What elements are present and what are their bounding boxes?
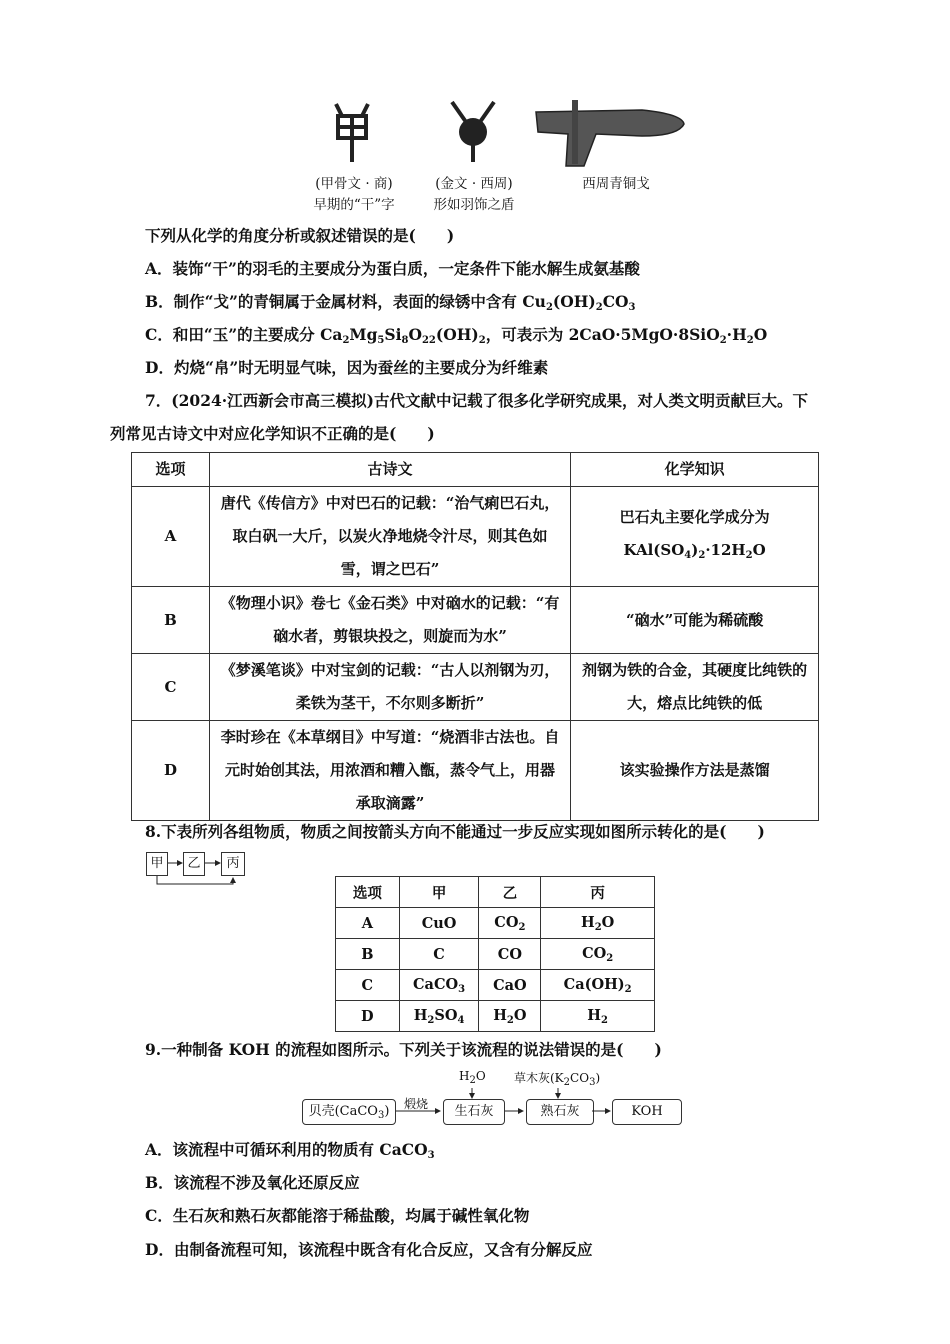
figure-caption-3: 西周青铜戈: [582, 176, 650, 192]
q7-row-a-knowledge: 巴石丸主要化学成分为 $KAl(SO_4)_2\cdot 12H_2O$: [571, 487, 819, 587]
q7-row-d-poem: 李时珍在《本草纲目》中写道：“烧酒非古法也。自元时始创其法，用浓酒和糟入甑，蒸令气上，用器承取滴露”: [209, 721, 570, 821]
q8-row-d-yi: $H_2O$: [479, 1001, 541, 1032]
q8-row-b-jia: C: [399, 939, 479, 970]
q7-row-c-poem: 《梦溪笔谈》中对宝剑的记载：“古人以剂钢为刃，柔铁为茎干，不尔则多断折”: [209, 654, 570, 721]
diagram-box-yi: 乙: [183, 852, 205, 876]
figure-caption-2a: (金文 · 西周): [435, 176, 513, 192]
q8-row-d-jia: $H_2SO_4$: [399, 1001, 479, 1032]
q9-option-d: D．由制备流程可知，该流程中既含有化合反应，又含有分解反应: [145, 1240, 593, 1259]
q7-stem-line2: 列常见古诗文中对应化学知识不正确的是( ): [110, 424, 435, 443]
q8-row-b-yi: CO: [479, 939, 541, 970]
q8-header-option: 选项: [336, 877, 400, 908]
q8-row-a-option: A: [336, 908, 400, 939]
q7-row-c-option: C: [132, 654, 210, 721]
q6-option-b: B．制作“戈”的青铜属于金属材料，表面的绿锈中含有 $Cu_2(OH)_2CO_3$: [145, 292, 636, 313]
q9-option-c: C．生石灰和熟石灰都能溶于稀盐酸，均属于碱性氧化物: [145, 1206, 530, 1225]
q7-header-knowledge: 化学知识: [571, 453, 819, 487]
q8-row-c-yi: CaO: [479, 970, 541, 1001]
flow-calcine-label: 煅烧: [404, 1097, 429, 1111]
q8-row-a-yi: $CO_2$: [479, 908, 541, 939]
q6-option-d: D．灼烧“帛”时无明显气味，因为蚕丝的主要成分为纤维素: [145, 358, 549, 377]
q8-row-d-option: D: [336, 1001, 400, 1032]
q7-stem-line1: 7．(2024·江西新会市高三模拟)古代文献中记载了很多化学研究成果，对人类文明贡献巨大。下: [145, 391, 808, 410]
q7-row-a-option: A: [132, 487, 210, 587]
bronze-gan-shield-image: [446, 100, 500, 166]
q8-row-d-bing: $H_2$: [541, 1001, 655, 1032]
q7-header-option: 选项: [132, 453, 210, 487]
flow-box-quicklime: 生石灰: [443, 1099, 505, 1125]
q8-row-a-bing: $H_2O$: [541, 908, 655, 939]
q8-header-yi: 乙: [479, 877, 541, 908]
q7-row-d-option: D: [132, 721, 210, 821]
figure-caption-2b: 形如羽饰之盾: [433, 197, 515, 213]
diagram-box-jia: 甲: [146, 852, 168, 876]
q9-stem: 9.一种制备 KOH 的流程如图所示。下列关于该流程的说法错误的是( ): [145, 1040, 662, 1059]
q8-row-b-option: B: [336, 939, 400, 970]
flow-add-plant-ash: 草木灰$(K_2CO_3)$: [514, 1071, 601, 1088]
q7-row-b-option: B: [132, 587, 210, 654]
q6-option-a: A．装饰“干”的羽毛的主要成分为蛋白质，一定条件下能水解生成氨基酸: [145, 259, 640, 278]
kal-so4-formula: $KAl(SO_4)_2\cdot 12H_2O$: [623, 541, 766, 561]
flow-box-slaked-lime: 熟石灰: [526, 1099, 594, 1125]
flow-box-koh: KOH: [612, 1099, 682, 1125]
diagram-arrows: [140, 850, 250, 890]
q6-option-c: C．和田“玉”的主要成分 $Ca_2Mg_5Si_8O_{22}(OH)_2$，可表示为 $2CaO\cdot 5MgO\cdot 8SiO_2\cdot H_2O$: [145, 325, 768, 346]
flow-add-water: $H_2O$: [459, 1069, 486, 1086]
q8-row-a-jia: CuO: [399, 908, 479, 939]
q8-table: [335, 876, 655, 1032]
q7-header-poem: 古诗文: [209, 453, 570, 487]
q8-row-c-bing: $Ca(OH)_2$: [541, 970, 655, 1001]
q8-row-c-option: C: [336, 970, 400, 1001]
q7-row-d-knowledge: 该实验操作方法是蒸馏: [571, 721, 819, 821]
q9-option-a: A．该流程中可循环利用的物质有 CaCO$_3$: [145, 1140, 435, 1161]
q8-stem: 8.下表所列各组物质，物质之间按箭头方向不能通过一步反应实现如图所示转化的是( ): [145, 822, 765, 841]
q7-row-c-knowledge: 剂钢为铁的合金，其硬度比纯铁的大，熔点比纯铁的低: [571, 654, 819, 721]
q7-row-b-knowledge: “硇水”可能为稀硫酸: [571, 587, 819, 654]
q7-table: [131, 452, 819, 821]
flow-box-shell: 贝壳(CaCO$_3$): [302, 1099, 396, 1125]
oracle-gan-glyph-image: [330, 100, 374, 164]
flow-arrows: [390, 1082, 620, 1122]
q8-header-jia: 甲: [399, 877, 479, 908]
q7-row-b-poem: 《物理小识》卷七《金石类》中对硇水的记载：“有硇水者，剪银块投之，则旋而为水”: [209, 587, 570, 654]
figure-caption-1b: 早期的“干”字: [313, 197, 395, 213]
diagram-box-bing: 丙: [221, 852, 245, 876]
q6-stem: 下列从化学的角度分析或叙述错误的是( ): [145, 226, 455, 245]
q8-row-c-jia: CaCO$_3$: [399, 970, 479, 1001]
bronze-ge-dagger-axe-image: [532, 98, 686, 168]
q9-option-b: B．该流程不涉及氧化还原反应: [145, 1173, 360, 1192]
q8-header-bing: 丙: [541, 877, 655, 908]
q7-row-a-poem: 唐代《传信方》中对巴石的记载：“治气痢巴石丸，取白矾一大斤，以炭火净地烧令汁尽，则其色如雪，谓之巴石”: [209, 487, 570, 587]
q8-row-b-bing: $CO_2$: [541, 939, 655, 970]
figure-caption-1a: (甲骨文 · 商): [315, 176, 393, 192]
